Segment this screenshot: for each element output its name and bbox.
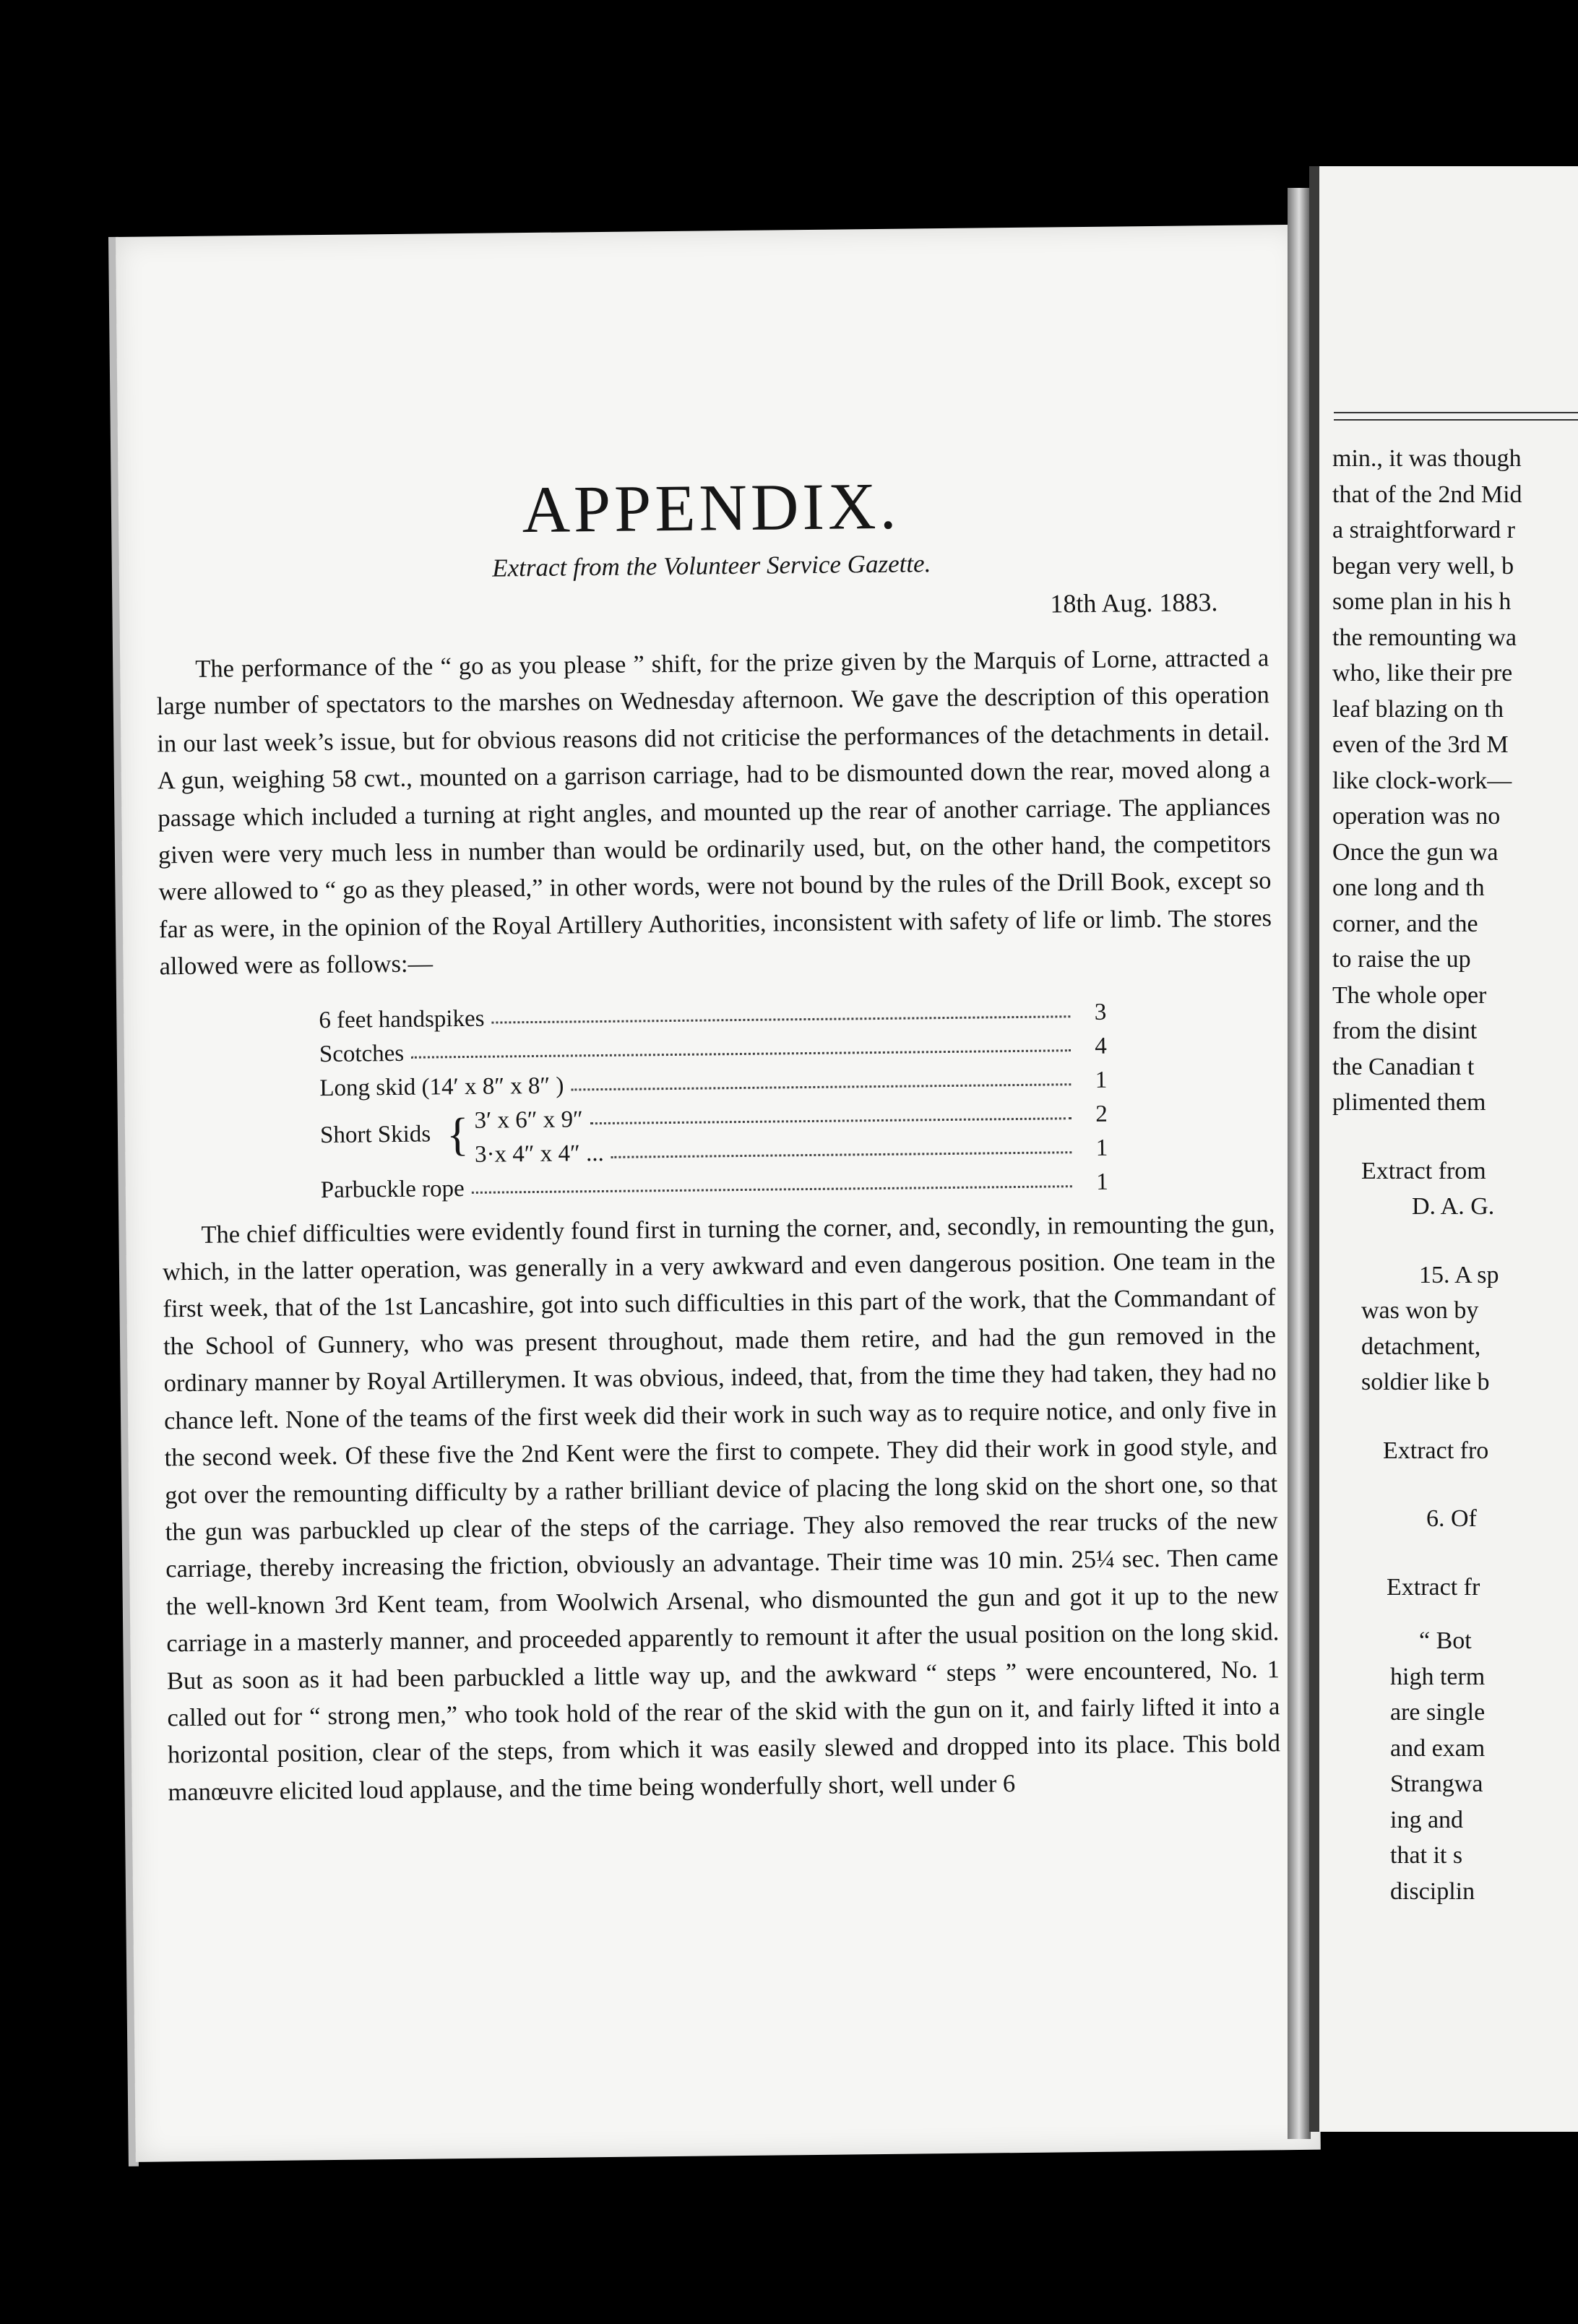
right-page — [1309, 166, 1578, 2132]
leader-dots — [571, 1083, 1071, 1090]
date: 18th Aug. 1883. — [1050, 588, 1218, 619]
text-line: who, like their pre — [1332, 660, 1513, 687]
paragraph-1: The performance of the “ go as you please ” shift, for the prize given by the Marquis of Lorne, attracted a large number of spectators to the marshes on Wednesday afternoon. We gave the description of this operation in our last week’s issue, but for obvious reasons did not criticise the performances of the detachments in detail. A gun, weighing 58 cwt., mounted on a garrison carriage, had to be dismounted down the rear, moved along a passage which included a turning at right angles, and mounted up the rear of another carriage. The appliances given were very much less in number than would be ordinarily used, but, on the other hand, the competitors were allowed to “ go as they pleased,” in other words, were not bound by the rules of the Drill Book, except so far as were, in the opinion of the Royal Artillery Authorities, inconsistent with safety of life or limb. The stores allowed were as follows:— — [156, 644, 1272, 981]
store-name: 3·x 4″ x 4″ ... — [474, 1140, 604, 1168]
subtitle: Extract from the Volunteer Service Gazette. — [492, 549, 931, 582]
extract-heading: Extract fr — [1387, 1573, 1480, 1601]
text-line: was won by — [1361, 1297, 1479, 1324]
text-line: leaf blazing on th — [1332, 695, 1504, 723]
store-name: Scotches — [319, 1040, 405, 1067]
book-gutter — [1288, 188, 1311, 2139]
store-qty: 1 — [1095, 1135, 1108, 1161]
text-line: plimented them — [1332, 1089, 1486, 1116]
text-line: The whole oper — [1332, 981, 1487, 1009]
store-name: Long skid (14′ x 8″ x 8″ ) — [319, 1072, 564, 1101]
text-line: that it s — [1390, 1842, 1463, 1869]
text-line: some plan in his h — [1332, 588, 1512, 615]
short-skids-label: Short Skids — [319, 1121, 431, 1149]
brace: { — [446, 1108, 470, 1160]
store-qty: 4 — [1095, 1033, 1107, 1059]
text-line: the remounting wa — [1332, 624, 1517, 651]
leader-dots — [611, 1151, 1072, 1158]
store-qty: 2 — [1095, 1101, 1108, 1127]
text-line: soldier like b — [1361, 1369, 1490, 1395]
text-line: corner, and the — [1332, 910, 1478, 937]
stores-row — [321, 1161, 1108, 1203]
text-line: Once the gun wa — [1332, 838, 1499, 866]
double-rule — [1334, 412, 1578, 421]
text-line: and exam — [1390, 1734, 1486, 1762]
stores-list — [319, 991, 1108, 1203]
text-line: like clock-work— — [1332, 767, 1512, 794]
stores-row — [475, 1127, 1108, 1168]
text-line: that of the 2nd Mid — [1332, 481, 1522, 508]
leader-dots — [472, 1185, 1072, 1194]
text-line: to raise the up — [1332, 946, 1471, 973]
text-line: detachment, — [1361, 1333, 1481, 1360]
leader-dots — [492, 1015, 1071, 1023]
store-qty: 3 — [1094, 999, 1107, 1025]
text-line: min., it was though — [1332, 445, 1522, 472]
store-qty: 1 — [1096, 1169, 1108, 1195]
paragraph-2: The chief difficulties were evidently found first in turning the corner, and, secondly, in remounting the gun, which, in the latter operation, was generally in a very awkward and even dangerous position. One team in the first week, that of the 1st Lancashire, got into such difficulties in this part of the work, that the Commandant of the School of Gunnery, who was present throughout, made them retire, and had the gun removed in the ordinary manner by Royal Artillerymen. It was obvious, indeed, that, from the time they had taken, they had no chance left. None of the teams of the first week did their work in such way as to require notice, and only five in the second week. Of these five the 2nd Kent were the first to compete. They did their work in good style, and got over the remounting difficulty by a rather brilliant device of placing the long skid on the short one, so that the gun was parbuckled up clear of the steps of the carriage. They also removed the rear trucks of the new carriage, thereby increasing the friction, obviously an advantage. Their time was 10 min. 25¼ sec. Then came the well-known 3rd Kent team, from Woolwich Arsenal, who dismounted the gun and got it up to the new carriage in a masterly manner, and proceeded apparently to remount it after the usual position on the long skid. But as soon as it had been parbuckled a little way up, and the awkward “ steps ” were encountered, No. 1 called out for “ strong men,” who took hold of the rear of the skid with the gun on it, and fairly lifted it into a horizontal position, clear of the steps, from which it was easily slewed and dropped into its place. This bold manœuvre elicited loud applause, and the time being wonderfully short, well under 6 — [162, 1209, 1281, 1807]
text-line: ing and — [1390, 1806, 1464, 1833]
text-line: disciplin — [1390, 1877, 1475, 1905]
text-line: a straightforward r — [1332, 517, 1516, 543]
page-title: APPENDIX. — [521, 468, 900, 547]
extract-heading: Extract fro — [1383, 1437, 1489, 1464]
left-page — [116, 225, 1321, 2162]
text-line: operation was no — [1332, 803, 1501, 830]
item-number: 15. A sp — [1419, 1261, 1499, 1288]
text-line: “ Bot — [1419, 1627, 1472, 1654]
item-number: 6. Of — [1426, 1505, 1477, 1532]
right-text — [1332, 441, 1578, 1909]
store-name: 6 feet handspikes — [319, 1005, 485, 1033]
text-line: began very well, b — [1332, 552, 1514, 580]
text-line: are single — [1390, 1699, 1486, 1726]
leader-dots — [590, 1117, 1072, 1124]
store-name: 3′ x 6″ x 9″ — [474, 1106, 583, 1134]
text-line: the Canadian t — [1332, 1053, 1475, 1080]
text-line: Strangwa — [1390, 1770, 1483, 1797]
leader-dots — [411, 1049, 1071, 1059]
text-line: high term — [1390, 1663, 1486, 1690]
text-line: from the disint — [1332, 1017, 1478, 1044]
extract-heading: D. A. G. — [1412, 1193, 1495, 1220]
text-line: even of the 3rd M — [1332, 731, 1509, 758]
text-line: one long and th — [1332, 874, 1485, 901]
short-skids-group — [320, 1093, 1108, 1169]
extract-heading: Extract from — [1361, 1157, 1486, 1184]
store-name: Parbuckle rope — [320, 1175, 465, 1203]
store-qty: 1 — [1095, 1067, 1108, 1093]
